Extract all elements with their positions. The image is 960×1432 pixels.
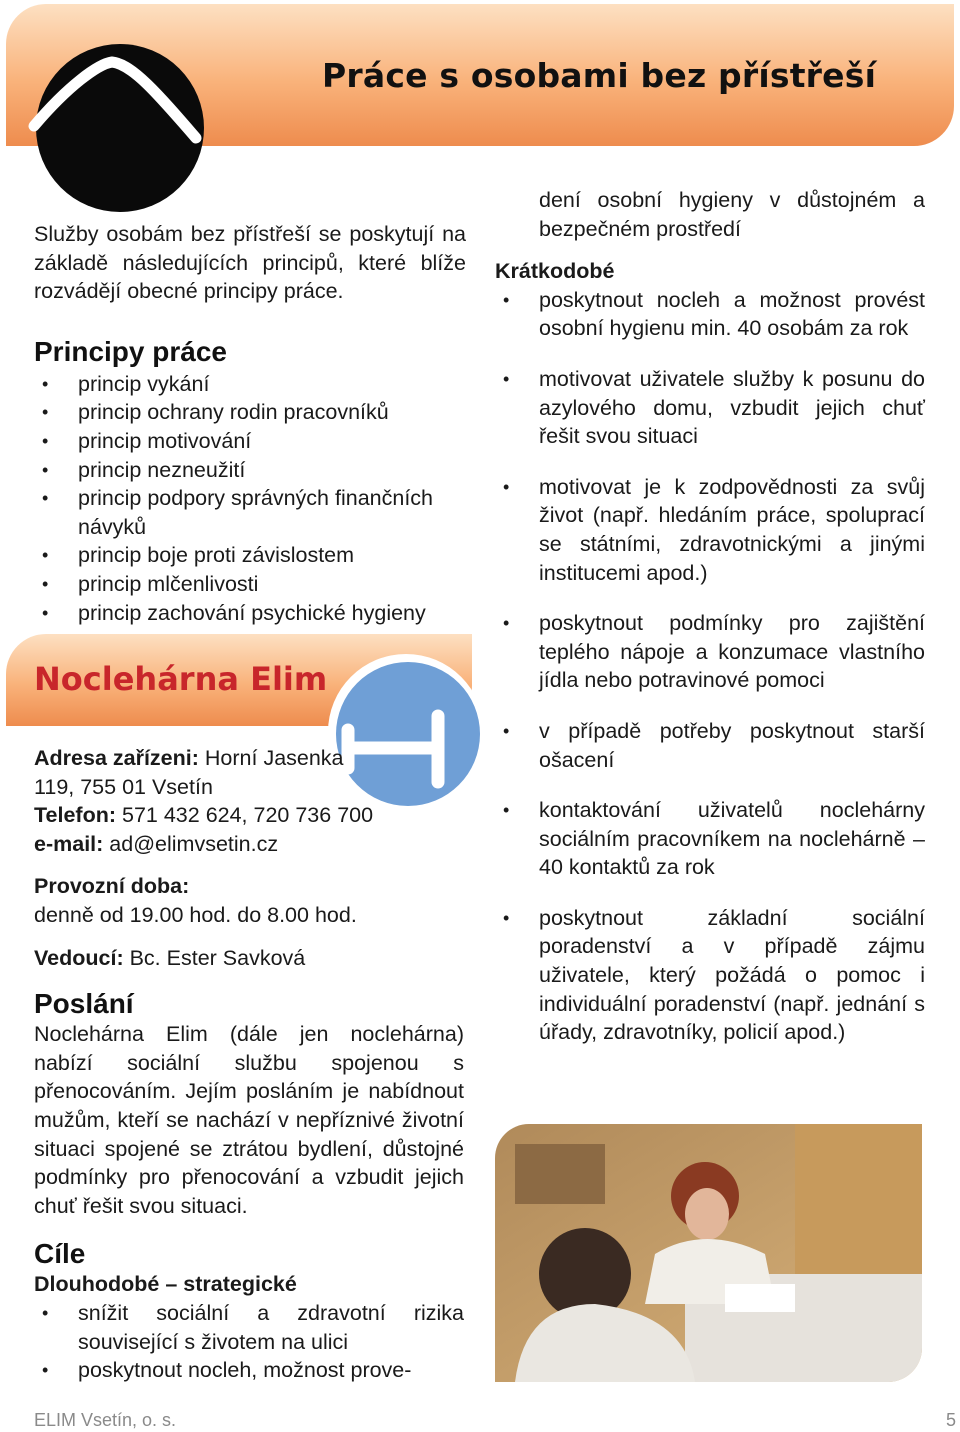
list-item: • snížit sociální a zdravotní rizika související s životem na ulici [42, 1300, 464, 1354]
list-item: • princip zachování psychické hygieny [42, 600, 426, 625]
principles-list [34, 370, 466, 627]
goals-heading: Cíle [34, 1238, 86, 1270]
short-term-list [495, 286, 925, 1047]
hours-label: Provozní doba: [34, 874, 190, 899]
list-item: • princip boje proti závislostem [42, 543, 355, 568]
list-item: • poskytnout nocleh a možnost provést osobní hygienu min. 40 osobám za rok [503, 287, 925, 341]
list-item: • poskytnout základní sociální poradenství a v případě zájmu uživatele, který požádá o pomoc i individuální poradenství (např. jednání s úřady, zdravotníky, policií apod.) [503, 905, 925, 1045]
mission-heading: Poslání [34, 988, 134, 1020]
list-item: • kontaktování uživatelů noclehárny sociálním pracovníkem na noclehárně – 40 kontaktů za rok [503, 798, 925, 880]
list-item: • princip ochrany rodin pracovníků [42, 400, 389, 425]
email-line: e-mail: ad@elimvsetin.cz [34, 831, 279, 856]
list-item: • princip vykání [42, 371, 210, 396]
roof-logo-icon [28, 34, 208, 214]
list-item: • poskytnout nocleh, možnost prove- [42, 1358, 412, 1383]
list-item: • princip nezneužití [42, 457, 246, 482]
long-term-label: Dlouhodobé – strategické [34, 1272, 297, 1297]
principles-heading: Principy práce [34, 335, 227, 367]
mission-text: Noclehárna Elim (dále jen noclehárna) nabízí sociální službu spojenou s přenocováním. Jejím posláním je nabídnout mužům, kteří se nachází v nepříznivé životní situaci spojené se ztrátou bydlení, důstojné podmínky pro přenocování a vzbudit jejich chuť řešit svou situaci. [34, 1022, 464, 1218]
facility-details [34, 744, 474, 1385]
hours-value: denně od 19.00 hod. do 8.00 hod. [34, 902, 357, 927]
page-title: Práce s osobami bez přístřeší [322, 56, 877, 95]
list-item: • motivovat je k zodpovědnosti za svůj život (např. hledáním práce, spoluprací se státními, zdravotnickými a jinými institucemi apod.) [503, 474, 925, 585]
list-item: • v případě potřeby poskytnout starší ošacení [503, 718, 925, 772]
manager-line: Vedoucí: Bc. Ester Savková [34, 945, 306, 970]
left-column [34, 220, 466, 627]
list-item: • princip podpory správných finančních návyků [42, 486, 433, 539]
address-line: Adresa zařízeni: Horní Jasenka 119, 755 01 Vsetín [34, 746, 344, 799]
right-column [495, 186, 925, 1047]
long-term-continuation: dení osobní hygieny v důstojném a bezpečném prostředí [539, 188, 925, 241]
list-item: • motivovat uživatele služby k posunu do azylového domu, vzbudit jejich chuť řešit svou situaci [503, 366, 925, 449]
footer-organization: ELIM Vsetín, o. s. [34, 1410, 177, 1430]
list-item: • poskytnout podmínky pro zajištění teplého nápoje a konzumace vlastního jídla nebo potravinové pomoci [503, 611, 925, 693]
short-term-label: Krátkodobé [495, 259, 615, 284]
page-number: 5 [946, 1410, 957, 1430]
list-item: • princip motivování [42, 428, 252, 453]
long-term-list [34, 1299, 464, 1385]
consultation-photo [495, 1124, 922, 1382]
facility-title: Noclehárna Elim [34, 660, 328, 698]
phone-line: Telefon: 571 432 624, 720 736 700 [34, 803, 374, 828]
intro-text: Služby osobám bez přístřeší se poskytují na základě následujících principů, které blíže rozvádějí obecné principy práce. [34, 222, 466, 304]
list-item: • princip mlčenlivosti [42, 571, 259, 596]
